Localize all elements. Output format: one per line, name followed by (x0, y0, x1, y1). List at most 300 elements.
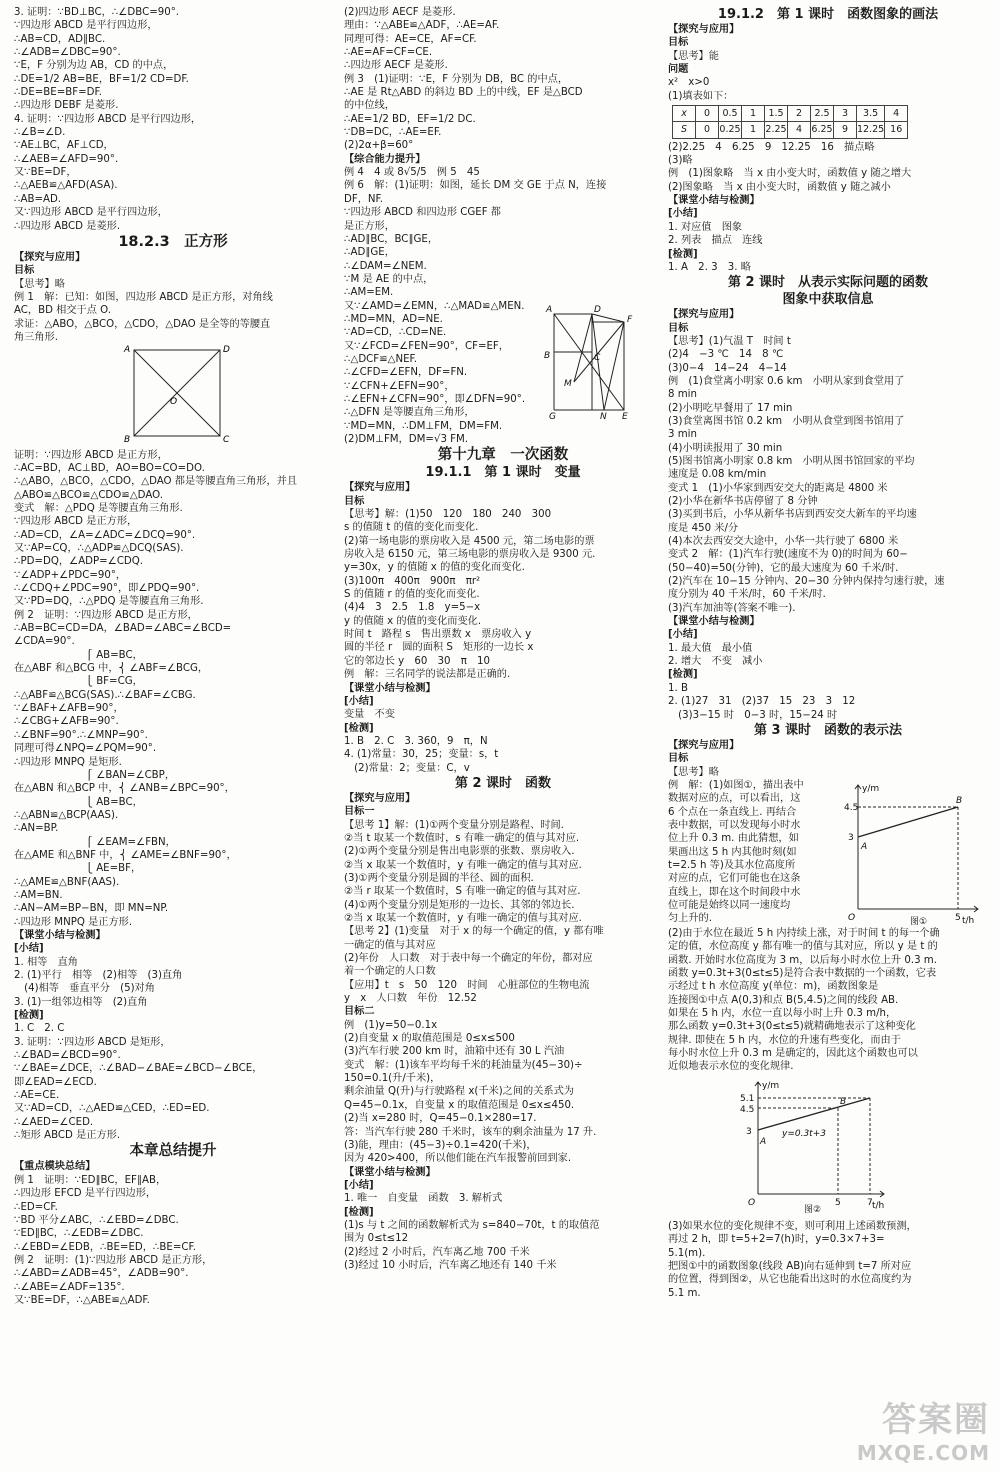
text-line: ∴DE=BE=BF=DF. (14, 87, 102, 99)
text-line: ∴PD=DQ，∠ADP=∠CDQ. (14, 556, 144, 568)
text-line: 近似地表示水位的变化规律. (668, 1061, 794, 1073)
text-line: [检测] (14, 1010, 44, 1022)
text-line: ②当 x 取某一个数值时，y 有唯一确定的值与其对应. (344, 859, 582, 871)
text-line: ∵BD 平分∠ABC，∴∠EBD=∠DBC. (14, 1214, 179, 1226)
text-line: 又∵AD=CD，∴△AED≌△CED，∴ED=ED. (14, 1103, 210, 1115)
text-line: ∴∠B=∠D. (14, 127, 66, 139)
text-line: [小结] (14, 943, 44, 955)
text-line: ∴∠AEB=∠AFD=90°. (14, 153, 119, 165)
text-line: 圆的半径 r 圆的面积 S 矩形的一边长 x (344, 642, 534, 654)
table-cell: 0.5 (719, 106, 742, 122)
text-line: 1. A 2. 3 3. 略 (668, 261, 751, 273)
text-line: 1. C 2. C (14, 1023, 65, 1035)
text-line: (2)经过 2 小时后，汽车离乙地 700 千米 (344, 1246, 530, 1258)
square-label-d: D (223, 345, 230, 356)
text-line: 数据对应的点，可以看出，这 (668, 793, 801, 805)
text-line: ∴AN=BP. (14, 823, 59, 835)
text-line: ∵∠BAE=∠DCE，∴∠BAD−∠BAE=∠BCD−∠BCE， (14, 1063, 263, 1075)
text-line: ∴四边形 MNPQ 是正方形. (14, 916, 133, 928)
column-left (14, 6, 332, 1307)
text-line: ∴AB=BC=CD=DA，∠BAD=∠ABC=∠BCD= (14, 623, 232, 635)
right-block-d (668, 927, 988, 1074)
fig2-x1: 5 (835, 1197, 841, 1208)
table-cell: 2 (788, 106, 811, 122)
text-line: 4. 证明：∵四边形 ABCD 是平行四边形， (14, 113, 202, 125)
text-line: 匀上升的. (668, 913, 712, 925)
text-line: 变式 1 (1)小华家到西安交大的距离是 4800 米 (668, 482, 888, 494)
text-line: 目标一 (344, 806, 375, 818)
fig6-label-d: D (594, 305, 601, 315)
text-line: 度是 450 米/分 (668, 522, 739, 534)
text-line: ∴AB=CD，AD∥BC. (14, 33, 106, 45)
table-cell: 2.25 (765, 122, 788, 138)
text-line: 在△ABF 和△BCG 中，⎨ ∠ABF=∠BCG， (14, 663, 209, 675)
text-line: ∴AD∥BC，BC∥GE， (344, 233, 439, 245)
text-line: 【探究与应用】 (344, 482, 416, 494)
text-line: 2. (1)平行 相等 (2)相等 (3)直角 (14, 970, 183, 981)
text-line: 规律. 即使在 5 h 内，水位的升速有些变化，而由于 (668, 1034, 901, 1046)
text-line: 时间 t 路程 s 售出票数 x 票房收入 y (344, 629, 532, 641)
text-line: ∴∠ADB=∠DBC=90°. (14, 47, 121, 59)
text-line: 【重点模块总结】 (14, 1161, 96, 1173)
text-line: 定的值，水位高度 y 都有唯一的值与其对应，所以 y 是 t 的 (668, 941, 938, 953)
figure-square-abcd (114, 344, 244, 444)
text-line: (3)汽车行驶 200 km 时，油箱中还有 30 L 汽油 (344, 1046, 565, 1058)
text-line: ∵DB=DC，∴AE=EF. (344, 127, 442, 139)
text-line: 剩余油量 Q(升)与行驶路程 x(千米)之间的关系式为 (344, 1086, 574, 1098)
text-line: 例 6 解：(1)证明：如图，延长 DM 交 GE 于点 N，连接 (344, 180, 607, 192)
text-line: AC，BD 相交于点 O. (14, 305, 111, 317)
text-line: 【思考】能 (668, 50, 719, 62)
figure-example-6 (534, 302, 684, 420)
text-line: 又∵∠FCD=∠FEN=90°，CF=EF， (344, 340, 509, 352)
text-line: (1)填表如下： (668, 90, 734, 102)
text-line: 【探究与应用】 (668, 309, 740, 321)
text-line: (1)s 与 t 之间的函数解析式为 s=840−70t，t 的取值范 (344, 1219, 600, 1231)
text-line: (2)年份 人口数 对于表中每一个确定的年份，都对应 (344, 953, 593, 965)
table-cell: 3 (834, 106, 857, 122)
text-line: ∴AD∥GE， (344, 247, 395, 259)
text-line: 【思考】略 (14, 278, 65, 290)
text-line: (3)100π 400π 900π πr² (344, 575, 481, 587)
text-line: ∴ED=CF. (14, 1201, 58, 1213)
text-line: ∠CDA=90°. (14, 636, 75, 648)
text-line: 第十九章 一次函数 (437, 447, 569, 464)
text-line: ②当 t 取某一个数值时，s 有唯一确定的值与其对应. (344, 832, 580, 844)
text-line: (3)食堂离图书馆 0.2 km 小明从食堂到图书馆用了 (668, 415, 905, 427)
watermark-text: 答案圈 (882, 1400, 990, 1440)
text-line: 1. B 2. C 3. 360，9 π，N (344, 735, 488, 747)
fig6-label-m: M (564, 379, 572, 389)
text-line: DF，NF. (344, 193, 383, 205)
text-line: x² x>0 (668, 77, 710, 89)
text-line: 【课堂小结与检测】 (668, 195, 760, 207)
text-line: 果画出这 5 h 内其他时刻(如 (668, 846, 797, 858)
text-line: 例 2 证明：∵四边形 ABCD 是正方形， (14, 609, 198, 621)
text-line: 位可能是始终以同一速度均 (668, 899, 791, 911)
text-line: ∴△ABF≌△BCG(SAS).∴∠BAF=∠CBG. (14, 689, 196, 701)
text-line: 又∵BE=DF， (14, 167, 77, 179)
table-cell: x (673, 106, 696, 122)
text-line: 例 2 证明：(1)∵四边形 ABCD 是正方形， (14, 1254, 213, 1266)
right-block-a (668, 6, 988, 103)
text-line: 5.1(m). (668, 1247, 706, 1259)
square-label-o: O (170, 397, 178, 408)
text-line: 例 1 解：已知：如图，四边形 ABCD 是正方形，对角线 (14, 291, 273, 303)
text-line: ∴四边形 MNPQ 是矩形. (14, 756, 122, 768)
text-line: 是正方形， (344, 220, 395, 232)
text-line: (3)如果水位的变化规律不变，则可利用上述函数预测， (668, 1221, 917, 1232)
text-line: 求证：△ABO，△BCO，△CDO，△DAO 是全等的等腰直 (14, 318, 271, 330)
text-line: ∴AB=AD. (14, 193, 62, 205)
text-line: ∴四边形 AECF 是菱形. (344, 60, 448, 72)
text-line: 1. B (668, 682, 688, 694)
text-line: 【探究与应用】 (668, 24, 740, 35)
text-line: t=2.5 h 等)及其水位高度所 (668, 859, 796, 871)
text-line: 例 4 4 或 8√5/5 例 5 45 (344, 167, 480, 179)
fig2-ylabel: y/m (762, 1080, 780, 1091)
text-line: ∴△ABN≌△BCP(AAS). (14, 809, 119, 821)
text-line: [检测] (668, 248, 698, 260)
text-line: 8 min (668, 389, 697, 401)
text-line: (2)2.25 4 6.25 9 12.25 16 描点略 (668, 141, 875, 153)
fig1-point-a: A (861, 841, 868, 852)
text-line: ∵∠CFN+∠EFN=90°， (344, 380, 455, 392)
text-line: ∴四边形 DEBF 是菱形. (14, 100, 119, 112)
text-line: 图象中获取信息 (782, 292, 874, 308)
text-line: 围为 0≤t≤12 (344, 1233, 409, 1245)
text-line: ∵E，F 分别为边 AB，CD 的中点， (14, 60, 174, 72)
text-line: 又∵四边形 ABCD 是平行四边形， (14, 207, 168, 219)
text-line: 例 解：(1)如图①，描出表中 (668, 779, 804, 791)
text-line: y x 人口数 年份 12.52 (344, 993, 477, 1005)
text-line: 变量 不变 (344, 709, 395, 721)
text-line: 【课堂小结与检测】 (344, 682, 436, 694)
text-line: (2)常量：2；变量：C，v (344, 762, 470, 774)
text-line: 第 2 课时 从表示实际问题的函数 (727, 275, 929, 291)
square-label-a: A (124, 345, 131, 356)
text-line: ∴△DCF≌△NEF. (344, 353, 418, 365)
fig1-x1: 5 (955, 912, 961, 923)
table-cell: 1 (742, 106, 765, 122)
table-cell: 9 (834, 122, 857, 138)
text-line: [小结] (668, 208, 698, 220)
text-line: Q=45−0.1x，自变量 x 的取值范围是 0≤x≤450. (344, 1099, 575, 1111)
text-line: 1. 最大值 最小值 (668, 642, 753, 654)
text-line: 每小时水位上升 0.3 m 是确定的，因此这个函数也可以 (668, 1047, 918, 1059)
text-line: ⎩ BF=CG， (14, 676, 143, 688)
text-line: 目标 (668, 37, 689, 49)
text-line: (2)4 −3 ℃ 14 8 ℃ (668, 349, 784, 361)
text-line: 【课堂小结与检测】 (14, 929, 106, 941)
fig2-x2: 7 (867, 1197, 873, 1208)
text-line: (4)相等 垂直平分 (5)对角 (14, 983, 155, 995)
table-cell: 16 (885, 122, 908, 138)
text-line: 的位置，得到图②，从它也能看出这时的水位高度约为 (668, 1274, 912, 1286)
text-line: ∴AM=EM. (344, 287, 394, 299)
text-line: 6 个点在一条直线上. 再结合 (668, 806, 797, 818)
text-line: ∴∠BAD=∠BCD=90°. (14, 1050, 121, 1062)
text-line: ∴四边形 ABCD 是菱形. (14, 220, 121, 232)
text-line: 又∵AP=CQ，∴△ADP≌△DCQ(SAS). (14, 543, 184, 554)
text-line: 例 (1)图象略 当 x 由小变大时，函数值 y 随之增大 (668, 168, 912, 180)
text-line: 房收入是 6150 元，第三场电影的票房收入是 9300 元. (344, 549, 596, 561)
text-line: S 的值随 r 的值的变化而变化. (344, 589, 480, 601)
text-line: ∴∠CFD=∠EFN，DF=FN. (344, 367, 468, 379)
fig1-origin: O (848, 912, 856, 923)
text-line: 19.1.1 第 1 课时 变量 (425, 465, 581, 481)
table-row-s (673, 122, 908, 138)
text-line: (2)2α+β=60° (344, 140, 414, 152)
text-line: ∴AE 是 Rt△ABD 的斜边 BD 上的中线，EF 是△BCD (344, 87, 583, 99)
text-line: 速度是 0.08 km/min (668, 469, 767, 481)
text-line: 【思考】解：(1)50 120 180 240 300 (344, 509, 552, 521)
text-line: ∵四边形 ABCD 和四边形 CGEF 都 (344, 207, 501, 219)
text-line: 【探究与应用】 (344, 792, 416, 804)
fig1-caption: 图① (910, 916, 928, 927)
text-line: 在△ABN 和△BCP 中，⎨ ∠ANB=∠BPC=90°， (14, 783, 235, 795)
fig1-y1: 4.5 (844, 802, 859, 813)
fig2-point-b: B (840, 1096, 847, 1107)
text-line: ∵四边形 ABCD 是正方形， (14, 516, 138, 528)
text-line: ∴AE=1/2 BD，EF=1/2 DC. (344, 113, 476, 125)
text-line: 【应用】t s 50 120 时间 心脏部位的生物电流 (344, 979, 590, 991)
text-line: 本章总结提升 (129, 1143, 217, 1160)
fig2-y1: 4.5 (740, 1104, 755, 1115)
text-line: 第 2 课时 函数 (454, 775, 552, 791)
text-line: ∵M 是 AE 的中点， (344, 273, 434, 285)
text-line: 函数. 开始时水位高度为 3 m，以后每小时水位上升 0.3 m. (668, 954, 937, 966)
text-line: 如果在 5 h 内，水位一直以每小时上升 0.3 m/h， (668, 1007, 897, 1019)
text-line: (3)0−4 14−24 4−14 (668, 362, 787, 374)
text-line: 对应的点，它们可能也在这条 (668, 873, 801, 885)
text-line: ∴AN−AM=BP−BN，即 MN=NP. (14, 903, 169, 915)
text-line: 直线上，即在这个时间段中水 (668, 886, 801, 898)
fig6-label-b: B (544, 351, 551, 361)
text-line: (2)四边形 AECF 是菱形. (344, 7, 456, 18)
text-line: (4)①两个变量分别是矩形的一边长、其邻的邻边长. (344, 899, 575, 911)
text-line: 2. 增大 不变 减小 (668, 656, 763, 668)
table-cell: 12.25 (857, 122, 885, 138)
text-line: ∴AE=CE. (14, 1090, 60, 1102)
text-line: 例 3 (1)证明：∵E，F 分别为 DB，BC 的中点， (344, 73, 569, 85)
table-cell: 0 (696, 122, 719, 138)
figure-1-row (668, 779, 988, 927)
text-line: (2)①两个变量分别是售出电影票的张数、票房收入. (344, 846, 575, 858)
text-line: ∴∠EFN+∠CFN=90°，即∠DFN=90°. (344, 393, 526, 405)
fig6-label-e: E (622, 412, 628, 420)
table-cell: 4 (885, 106, 908, 122)
text-line: 150=0.1(升/千米)， (344, 1073, 441, 1085)
text-line: 在△AME 和△BNF 中，⎨ ∠AME=∠BNF=90°， (14, 849, 237, 861)
text-line: (2)由于水位在最近 5 h 内持续上涨，对于时间 t 的每一个确 (668, 927, 940, 939)
text-line: ∴△ABO，△BCO，△CDO，△DAO 都是等腰直角三角形，并且 (14, 476, 298, 488)
text-line: ∴∠DAM=∠NEM. (344, 260, 427, 272)
text-line: ∵∠BAF+∠AFB=90°， (14, 703, 124, 715)
text-line: 3. 证明：∵四边形 ABCD 是矩形， (14, 1036, 171, 1048)
text-line: 3. (1)一组邻边相等 (2)直角 (14, 996, 148, 1008)
text-line: 目标 (14, 265, 35, 277)
text-line: 问题 (668, 64, 689, 76)
text-line: 2. 列表 描点 连线 (668, 235, 763, 247)
text-line: 表中数据，可以发现每小时水 (668, 819, 801, 831)
fig2-y2: 5.1 (740, 1093, 755, 1104)
middle-bottom-block (344, 446, 662, 1272)
text-line: ∴AM=BN. (14, 889, 63, 901)
text-line: (3)能，理由：(45−3)÷0.1=420(千米)， (344, 1139, 537, 1151)
text-line: ⎧ AB=BC， (14, 649, 143, 661)
text-line: [小结] (668, 629, 698, 641)
text-line: 3 min (668, 429, 697, 441)
fig6-label-f: F (627, 315, 633, 325)
column-right (668, 6, 988, 1300)
text-line: [检测] (344, 1206, 374, 1218)
text-line: (4)小明读报用了 30 min (668, 442, 783, 454)
square-label-c: C (223, 435, 230, 445)
text-line: 1. 相等 直角 (14, 956, 78, 968)
text-line: ∵AD=CD，∴CD=NE. (344, 327, 447, 339)
fig2-point-a: A (760, 1136, 767, 1147)
text-line: ∴∠AED=∠CED. (14, 1116, 94, 1128)
text-line: 目标 (668, 322, 689, 334)
text-line: 4. (1)常量：30，25；变量：s，t (344, 749, 499, 761)
fig6-label-c: C (594, 353, 601, 363)
fig1-xlabel: t/h (962, 915, 975, 926)
text-line: 答：当汽车行驶 280 千米时，该车的剩余油量为 17 升. (344, 1126, 597, 1138)
text-line: 连接图①中点 A(0,3)和点 B(5,4.5)之间的线段 AB. (668, 994, 899, 1006)
table-cell: 0.25 (719, 122, 742, 138)
text-line: 【探究与应用】 (668, 739, 740, 751)
text-line: 位上升 0.3 m. 由此猜想，如 (668, 833, 799, 845)
text-line: ②当 x 取某一个数值时，y 有唯一确定的值与其对应. (344, 913, 582, 924)
text-line: [检测] (668, 669, 698, 681)
table-cell: 0 (696, 106, 719, 122)
text-line: ∵ED∥BC，∴∠EDB=∠DBC. (14, 1228, 144, 1240)
text-line: (2)自变量 x 的取值范围是 0≤x≤500 (344, 1033, 515, 1045)
fig6-label-g: G (549, 412, 556, 420)
text-line: 变式 解：(1)该车平均每千米的耗油量为(45−30)÷ (344, 1059, 583, 1071)
fig1-point-b: B (956, 795, 963, 806)
text-line: 角三角形. (14, 331, 58, 343)
text-line: 变式 解：△PDQ 是等腰直角三角形. (14, 502, 183, 514)
text-line: 同理可得：AE=CE，AF=CF. (344, 33, 477, 45)
text-line: ∵∠ADP+∠PDC=90°， (14, 569, 127, 581)
text-line: 【思考 2】(1)变量 对于 x 的每一个确定的值，y 都有唯 (344, 926, 604, 938)
text-line: △ABO≌△BCO≌△CDO≌△DAO. (14, 489, 163, 501)
text-line: 19.1.2 第 1 课时 函数图象的画法 (717, 7, 939, 22)
text-line: 例 (1)y=50−0.1x (344, 1019, 438, 1031)
text-line: s 的值随 t 的值的变化而变化. (344, 522, 479, 534)
text-line: 的中位线， (344, 100, 395, 112)
fig2-xlabel: t/h (872, 1200, 885, 1211)
table-cell: 2.5 (811, 106, 834, 122)
figure-2-graph (738, 1076, 888, 1214)
text-line: (2)小华在新华书店停留了 8 分钟 (668, 496, 818, 507)
text-line: y=30x，y 的值随 x 的值的变化而变化. (344, 562, 525, 574)
table-cell: 4 (788, 122, 811, 138)
column-middle (344, 6, 662, 1272)
table-cell: 3.5 (857, 106, 885, 122)
text-line: 因为 420>400，所以他们能在汽车报警前回到家. (344, 1153, 572, 1165)
text-line: y 的值随 x 的值的变化而变化. (344, 615, 482, 627)
text-line: ∵MD=MN，∴DM⊥FM，DM=FM. (344, 420, 503, 432)
watermark-url: MXQE.COM (856, 1441, 990, 1465)
text-line: 【课堂小结与检测】 (344, 1166, 436, 1178)
square-cgef (592, 322, 624, 410)
text-line: 【思考 1】解：(1)①两个变量分别是路程、时间. (344, 819, 564, 831)
text-line: ∴AD=CD，∠A=∠ADC=∠DCQ=90°. (14, 529, 196, 541)
table-cell: 1 (742, 122, 765, 138)
text-line: (4)4 3 2.5 1.8 y=5−x (344, 602, 481, 614)
text-line: (2)汽车在 10−15 分钟内、20−30 分钟内保持匀速行驶，速 (668, 576, 945, 588)
text-line: [检测] (344, 722, 374, 734)
fig6-label-a: A (546, 305, 553, 315)
watermark (857, 1392, 990, 1465)
figure-1-graph (844, 779, 984, 927)
text-line: 例 (1)食堂离小明家 0.6 km 小明从家到食堂用了 (668, 375, 905, 387)
text-line: 目标二 (344, 1006, 375, 1018)
text-line: ∴AC=BD，AC⊥BD，AO=BO=CO=DO. (14, 462, 205, 474)
text-line: ∴∠ABD=∠ADB=45°，∠ADB=90°. (14, 1268, 189, 1280)
text-line: (5)图书馆离小明家 0.8 km 小明从图书馆回家的平均 (668, 455, 915, 467)
text-line: ∴∠BNF=90°.∴∠MNP=90°. (14, 729, 148, 741)
text-line: 3. 证明：∵BD⊥BC，∴∠DBC=90°. (14, 7, 180, 18)
text-line: 18.2.3 正方形 (118, 233, 228, 250)
fig2-caption: 图② (804, 1204, 822, 1214)
text-line: (2)图象略 当 x 由小变大时，函数值 y 随之减小 (668, 181, 891, 193)
text-line: 又∵PD=DQ，∴△PDQ 是等腰直角三角形. (14, 596, 204, 608)
text-line: [小结] (344, 695, 374, 707)
fig2-origin: O (748, 1197, 756, 1208)
text-line: ∴∠EBD=∠EDB，∴BE=ED，∴BE=CF. (14, 1241, 196, 1253)
text-line: (3)①两个变量分别是圆的半径、圆的面积. (344, 872, 534, 884)
text-line: 1. 对应值 图象 (668, 221, 743, 233)
text-line: 函数 y=0.3t+3(0≤t≤5)是符合表中数据的一个函数，它表 (668, 967, 937, 979)
table-cell: S (673, 122, 696, 138)
table-row-x (673, 106, 908, 122)
text-line: 【课堂小结与检测】 (668, 616, 760, 628)
text-line: 那么函数 y=0.3t+3(0≤t≤5)就精确地表示了这种变化 (668, 1021, 916, 1033)
text-line: 第 3 课时 函数的表示法 (753, 722, 903, 738)
fig2-equation: y=0.3t+3 (782, 1128, 826, 1139)
text-line: 着一个确定的人口数 (344, 966, 436, 978)
text-line: 变式 2 解：(1)汽车行驶(速度不为 0)的时间为 60− (668, 549, 908, 561)
text-line: 度分别为 40 千米/时，60 千米/时. (668, 589, 826, 601)
text-line: 【思考】略 (668, 766, 719, 778)
text-line: 1. 唯一 自变量 函数 3. 解析式 (344, 1193, 503, 1205)
text-line: ∴四边形 EFCD 是平行四边形， (14, 1188, 157, 1200)
text-line: ∴矩形 ABCD 是正方形. (14, 1130, 121, 1142)
text-line: ⎧ ∠BAN=∠CBP， (14, 769, 176, 781)
text-line: ∴∠CBG+∠AFB=90°. (14, 716, 119, 728)
text-line: (3)买到书后，小华从新华书店到西安交大新车的平均速 (668, 509, 917, 521)
right-block-c (668, 779, 850, 926)
text-line: ⎧ ∠EAM=∠FBN， (14, 836, 176, 848)
text-line: [小结] (344, 1179, 374, 1191)
table-cell: 6.25 (811, 122, 834, 138)
text-line: ∴MD=MN，AD=NE. (344, 313, 443, 325)
text-line: 又∵∠AMD=∠EMN，∴△MAD≌△MEN. (344, 300, 525, 312)
text-line: 再过 2 h，即 t=5+2=7(h)时，y=0.3×7+3= (668, 1234, 885, 1246)
fig2-y0: 3 (746, 1126, 752, 1137)
text-line: (50−40)=50(分钟)，它的最大速度为 60 千米/时. (668, 562, 899, 574)
text-line: 2. (1)27 31 (2)37 15 23 3 12 (668, 696, 856, 708)
text-line: 把图①中的函数图象(线段 AB)向右延伸到 t=7 所对应 (668, 1261, 912, 1273)
value-table (672, 105, 908, 139)
text-line: 同理可得∠NPQ=∠PQM=90°. (14, 743, 157, 755)
text-line: (2)第一场电影的票房收入是 4500 元，第二场电影的票 (344, 535, 595, 547)
text-line: ∴△AEB≌△AFD(ASA). (14, 180, 118, 192)
